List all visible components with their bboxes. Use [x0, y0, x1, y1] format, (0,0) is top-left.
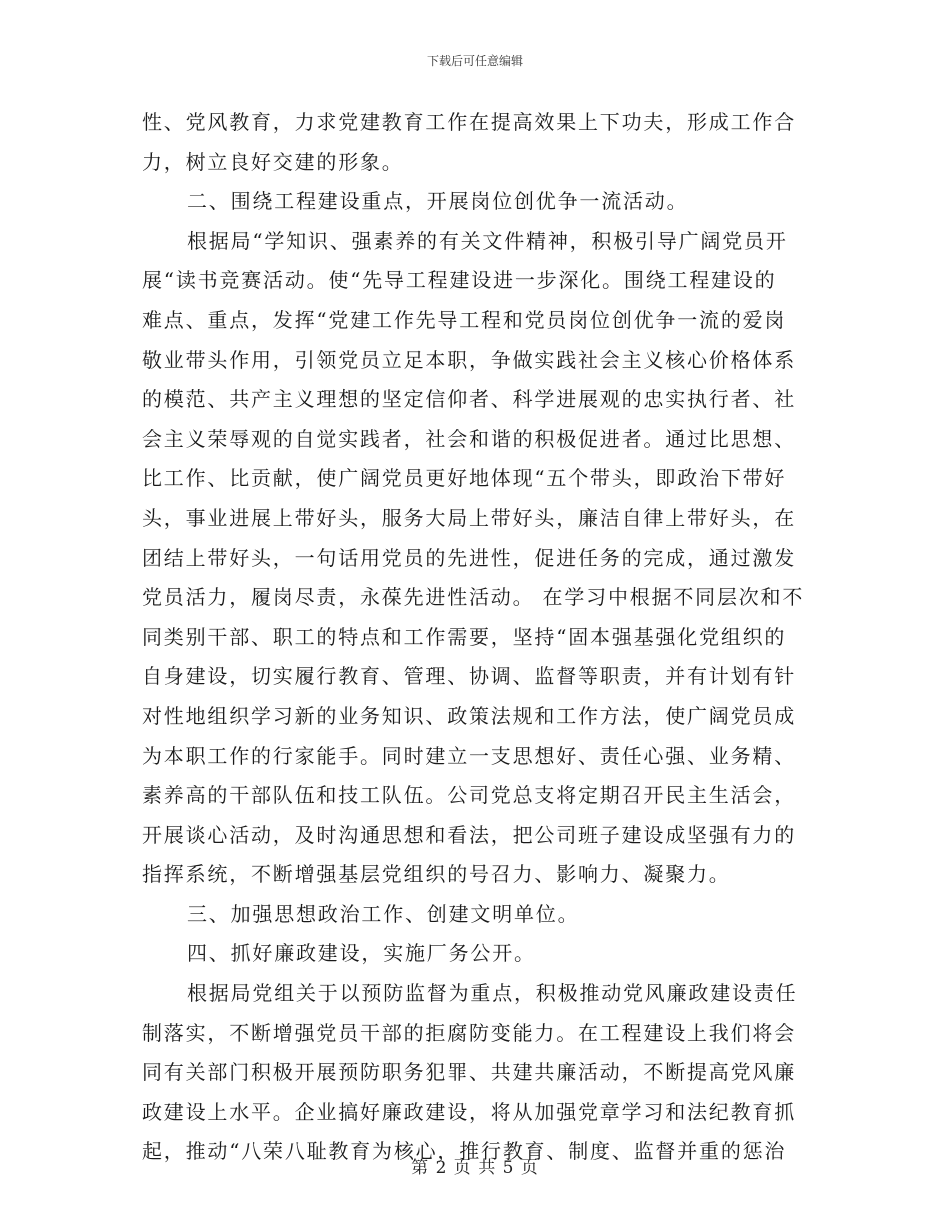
- text-line: 四、抓好廉政建设，实施厂务公开。: [187, 941, 536, 966]
- text-line: 开展谈心活动，及时沟通思想和看法，把公司班子建设成坚强有力的: [142, 822, 796, 847]
- text-line: 根据局“学知识、强素养的有关文件精神，积极引导广阔党员开: [187, 228, 788, 253]
- text-line: 比工作、比贡献，使广阔党员更好地体现“五个带头，即政治下带好: [142, 466, 787, 491]
- text-line: 难点、重点，发挥“党建工作先导工程和党员岗位创优争一流的爱岗: [142, 307, 787, 332]
- text-line: 根据局党组关于以预防监督为重点，积极推动党风廉政建设责任: [187, 981, 798, 1006]
- text-line: 指挥系统，不断增强基层党组织的号召力、影响力、凝聚力。: [142, 862, 731, 887]
- text-line: 起，推动“八荣八耻教育为核心，推行教育、制度、监督并重的惩治: [142, 1139, 787, 1164]
- text-line: 会主义荣辱观的自觉实践者，社会和谐的积极促进者。通过比思想、: [142, 426, 796, 451]
- text-line: 为本职工作的行家能手。同时建立一支思想好、责任心强、业务精、: [142, 743, 796, 768]
- text-line: 展“读书竞赛活动。使“先导工程建设进一步深化。围绕工程建设的: [142, 268, 777, 293]
- text-line: 同类别干部、职工的特点和工作需要，坚持“固本强基强化党组织的: [142, 624, 787, 649]
- text-line: 政建设上水平。企业搞好廉政建设，将从加强党章学习和法纪教育抓: [142, 1099, 796, 1124]
- text-line: 自身建设，切实履行教育、管理、协调、监督等职责，并有计划有针: [142, 664, 796, 689]
- text-line: 头，事业进展上带好头，服务大局上带好头，廉洁自律上带好头，在: [142, 505, 796, 530]
- page-header: 下载后可任意编辑: [426, 54, 523, 68]
- text-line: 制落实，不断增强党员干部的拒腐防变能力。在工程建设上我们将会: [142, 1020, 796, 1045]
- text-line: 敬业带头作用，引领党员立足本职，争做实践社会主义核心价格体系: [142, 347, 796, 372]
- text-line: 党员活力，履岗尽责，永葆先进性活动。 在学习中根据不同层次和不: [142, 585, 804, 610]
- text-line: 的模范、共产主义理想的坚定信仰者、科学进展观的忠实执行者、社: [142, 387, 796, 412]
- text-line: 同有关部门积极开展预防职务犯罪、共建共廉活动，不断提高党风廉: [142, 1060, 796, 1085]
- text-line: 力，树立良好交建的形象。: [142, 149, 404, 174]
- text-line: 性、党风教育，力求党建教育工作在提高效果上下功夫，形成工作合: [142, 110, 796, 134]
- page-footer: 第 2 页 共 5 页: [411, 1158, 539, 1178]
- text-line: 对性地组织学习新的业务知识、政策法规和工作方法，使广阔党员成: [142, 703, 796, 728]
- text-line: 二、围绕工程建设重点，开展岗位创优争一流活动。: [187, 189, 689, 214]
- document-body: [142, 103, 804, 1172]
- text-line: 团结上带好头，一句话用党员的先进性，促进任务的完成，通过激发: [142, 545, 796, 570]
- text-line: 素养高的干部队伍和技工队伍。公司党总支将定期召开民主生活会，: [142, 783, 796, 808]
- text-line: 三、加强思想政治工作、创建文明单位。: [187, 901, 580, 926]
